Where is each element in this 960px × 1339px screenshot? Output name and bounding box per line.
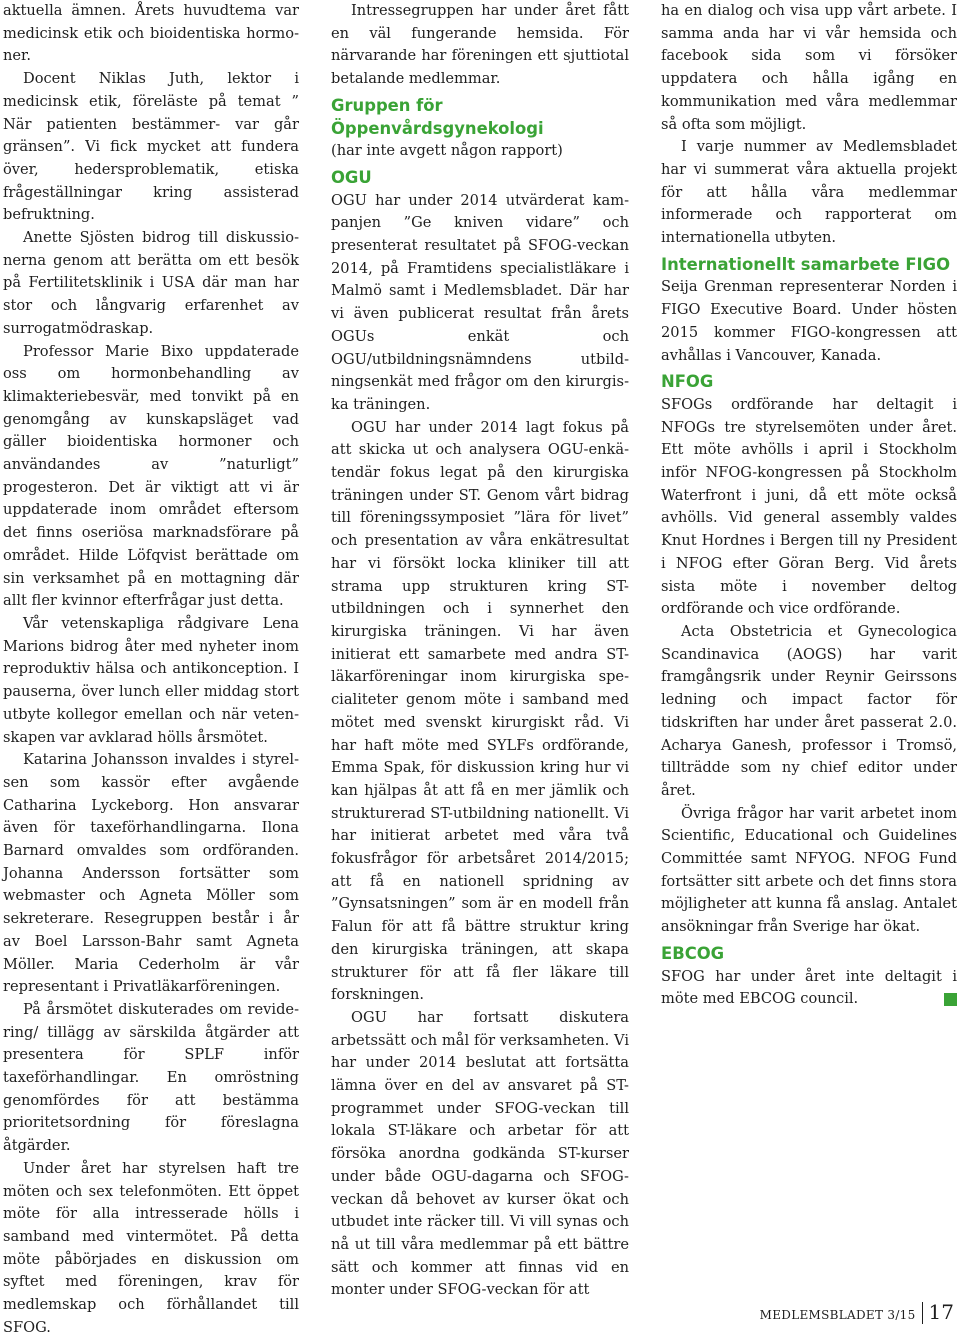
section-heading: Internationellt samarbete FIGO	[661, 254, 951, 274]
paragraph	[661, 966, 957, 1011]
text-column-3	[661, 0, 957, 1011]
paragraph: OGU har under 2014 utvärderat kampanjen ”Ge kniven vidare” och presenterat resultatet på SFOG-veckan 2014, på Framtidens specialistläkare i Malmö samt i Medlemsbladet. Där har vi även publicerat resultat från årets OGUs enkät och OGU/utbildningsnämndens utbildningsenkät med frågor om den kirurgiska träningen.	[331, 191, 629, 413]
section-heading: OGU	[331, 167, 372, 187]
paragraph: Övriga frågor har varit arbetet inom Scientific, Educational och Guidelines Committée samt NFYOG. NFOG Fund fortsätter sitt arbete och det finns stora möjligheter att kunna få anslag. Antalet ansökningar från Sverige har ökat.	[661, 804, 957, 936]
paragraph: Katarina Johansson invaldes i styrelsen som kassör efter avgående Catharina Lyckeborg. Hon ansvarar även för taxeförhandlingarna. Ilona Barnard omvaldes som ordföranden. Johanna Andersson fortsätter som webmaster och Agneta Möller som sekreterare. Resegruppen består i år av Boel Larsson-Bahr samt Agneta Möller. Maria Cederholm är vår representant i Privatläkarföreningen.	[3, 751, 299, 996]
paragraph: OGU har under 2014 lagt fokus på att skicka ut och analysera OGU-enkätendär fokus legat på den kirurgiska träningen under ST. Genom vårt bidrag till föreningssymposiet ”lära för livet” och presentation av våra enkätresultat har vi försökt locka kliniker till att strama upp strukturen kring ST-utbildningen och i synnerhet den kirurgiska träningen. Vi har även initierat ett samarbete med andra ST-läkarföreningar inom kirurgiska specialiteter genom möte i samband med mötet med svenskt kirurgiskt råd. Vi har haft möte med SYLFs ordförande, Emma Spak, för diskussion kring hur vi kan hjälpas åt att få en mer jämlik och strukturerad ST-utbildning nationellt. Vi har initierat arbetet med våra två fokusfrågor för arbetsåret 2014/2015; att få en nationell spridning av ”Gynsatsningen” som är en modell från Falun för att få bättre struktur kring den kirurgiska träningen, att skapa strukturer för att få fler läkare till forskningen.	[331, 418, 629, 1004]
section-heading: Gruppen för Öppenvårdsgynekologi	[331, 95, 544, 138]
paragraph: I varje nummer av Medlemsbladet har vi summerat våra aktuella projekt för att hålla våra medlemmar informerade och rapporterat om internationella utbyten.	[661, 138, 957, 247]
paragraph: Anette Sjösten bidrog till diskussionerna genom att berätta om ett besök på Fertilitetsklinik i USA där man har stor och långvarig erfarenhet av surrogatmödraskap.	[3, 229, 299, 337]
paragraph: SFOGs ordförande har deltagit i NFOGs tre styrelsemöten under året. Ett möte avhölls i april i Stockholm inför NFOG-kongressen på Stockholm Waterfront i juni, då ett möte också avhölls. Vid general assembly valdes Knut Hordnes i Bergen till ny President i NFOG efter Göran Berg. Vid årets sista möte i november deltog ordförande och vice ordförande.	[661, 395, 957, 618]
paragraph: Seija Grenman representerar Norden i FIGO Executive Board. Under hösten 2015 kommer FIGO-kongressen att avhållas i Vancouver, Kanada.	[661, 278, 957, 364]
paragraph: Professor Marie Bixo uppdaterade oss om hormonbehandling av klimakteriebesvär, med tonvikt på en genomgång av kunskapsläget vad gäller bioidentiska hormoner och användandes av ”naturligt” progesteron. Det är viktigt att vi är uppdaterade inom området eftersom det finns oseriösa marknadsförare på området. Hilde Löfqvist berättade om sin verksamhet på en mottagning där allt fler kvinnor efterfrågar just detta.	[3, 342, 299, 610]
paragraph: Intressegruppen har under året fått en väl fungerande hemsida. För närvarande har föreningen ett sjuttiotal betalande medlemmar.	[331, 2, 629, 88]
footer-divider	[922, 1302, 923, 1324]
paragraph: ha en dialog och visa upp vårt arbete. I samma anda har vi vår hemsida och facebook sida som vi försöker uppdatera och hålla igång en kommunikation med våra medlemmar så ofta som möjligt.	[661, 2, 957, 133]
paragraph-text: SFOG har under året inte deltagit i möte med EBCOG council.	[661, 967, 957, 1008]
paragraph: Vår vetenskapliga rådgivare Lena Marions bidrog åter med nyheter inom reproduktiv hälsa och antikonception. I pauserna, över lunch eller middag stort utbyte kollegor emellan och när vetenskapen var avklarad hölls årsmötet.	[3, 614, 299, 746]
paragraph: OGU har fortsatt diskutera arbetssätt och mål för verksamheten. Vi har under 2014 beslutat att fortsätta lämna över en del av ansvaret på ST-programmet under SFOG-veckan till lokala ST-läkare och arbetar för att försöka anordna godkända ST-kurser under både OGU-dagarna och SFOG-veckan då behovet av kurser ökat och utbudet inte räcker till. Vi vill synas och nå ut till våra medlemmar på ett bättre sätt och kommer att finnas vid en monter under SFOG-veckan för att	[331, 1008, 629, 1299]
page-footer	[760, 1300, 954, 1324]
text-column-2	[331, 0, 629, 1302]
end-of-article-square-icon	[944, 993, 957, 1006]
paragraph: Docent Niklas Juth, lektor i medicinsk etik, föreläste på temat ” När patienten bestämmer- var går gränsen”. Vi fick mycket att fundera över, hedersproblematik, etiska frågeställningar kring assisterad befruktning.	[3, 70, 299, 224]
text-column-1	[3, 0, 299, 1339]
paragraph: På årsmötet diskuterades om revidering/ tillägg av särskilda åtgärder att presentera för SPLF inför taxeförhandlingar. En omröstning genomfördes för att bestämma prioritetsordning för föreslagna åtgärder.	[3, 1000, 299, 1155]
magazine-issue: MEDLEMSBLADET 3/15	[759, 1308, 916, 1322]
paragraph: (har inte avgett någon rapport)	[331, 142, 563, 160]
page-number: 17	[928, 1300, 954, 1324]
paragraph: Under året har styrelsen haft tre möten och sex telefonmöten. Ett öppet möte för alla intresserade hölls i samband med vintermötet. På detta möte påbörjades en diskussion om syftet med föreningen, krav för medlemskap och förhållandet till SFOG.	[3, 1159, 299, 1336]
paragraph: Acta Obstetricia et Gynecologica Scandinavica (AOGS) har varit framgångsrik under Reynir Geirssons ledning och impact factor för tidskriften har under året passerat 2.0. Acharya Ganesh, professor i Tromsö, tillträdde som ny chief editor under året.	[661, 622, 957, 799]
paragraph: aktuella ämnen. Årets huvudtema var medicinsk etik och bioidentiska hormoner.	[3, 2, 299, 65]
section-heading: EBCOG	[661, 943, 725, 963]
section-heading: NFOG	[661, 372, 714, 392]
